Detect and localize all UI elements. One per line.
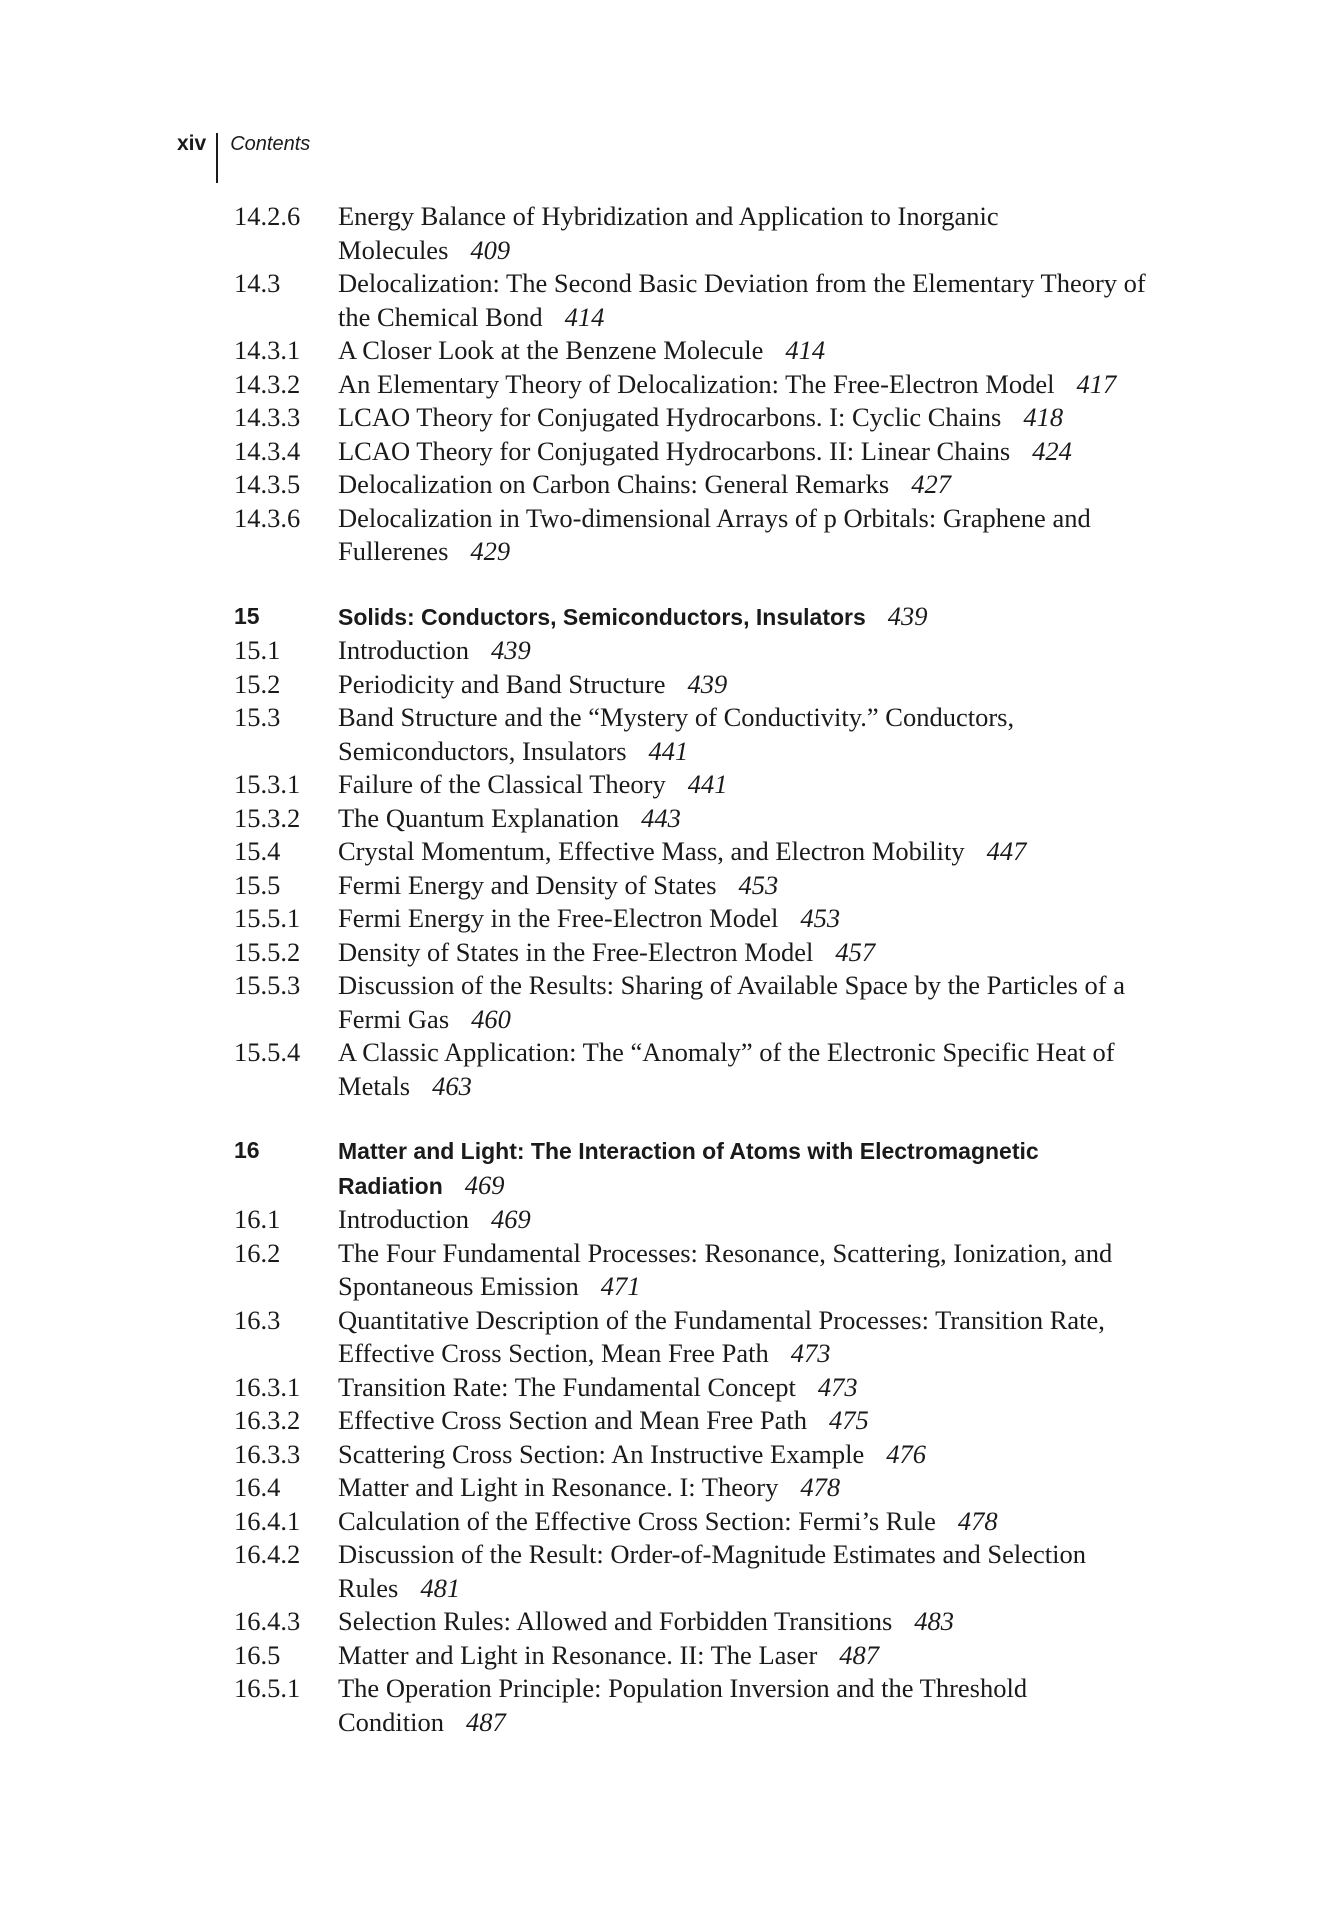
section-title: Fermi Energy and Density of States	[338, 869, 717, 900]
section-number: 16.3	[234, 1304, 281, 1335]
page-ref: 473	[790, 1338, 831, 1368]
chapter-number: 16	[234, 1137, 260, 1163]
section-title: Density of States in the Free-Electron Model	[338, 936, 814, 967]
section-title: Matter and Light in Resonance. I: Theory	[338, 1472, 779, 1502]
section-number: 14.3.3	[234, 402, 301, 432]
toc-entry	[234, 1036, 1174, 1103]
section-title: Introduction	[338, 635, 469, 665]
section-title: Energy Balance of Hybridization and Application to Inorganic Molecules	[338, 201, 999, 265]
section-number: 16.4.1	[234, 1505, 301, 1536]
chapter-title: Solids: Conductors, Semiconductors, Insulators	[338, 603, 866, 630]
toc-entry	[234, 1471, 1174, 1505]
toc-entry	[234, 869, 1174, 903]
page-ref: 487	[839, 1639, 880, 1670]
toc-entry	[234, 401, 1174, 435]
toc-entry	[234, 936, 1174, 970]
page-ref: 478	[957, 1505, 998, 1536]
toc-entry	[234, 1538, 1174, 1605]
toc-chapter	[234, 600, 1174, 635]
toc-entry	[234, 435, 1174, 469]
page-ref: 453	[800, 903, 841, 933]
section-title: Crystal Momentum, Effective Mass, and Electron Mobility	[338, 836, 965, 866]
page-ref: 483	[914, 1606, 955, 1636]
section-title: Calculation of the Effective Cross Section: Fermi’s Rule	[338, 1505, 936, 1536]
section-number: 15.5	[234, 869, 281, 900]
section-title: Discussion of the Result: Order-of-Magnitude Estimates and Selection Rules	[338, 1539, 1086, 1603]
page-ref: 409	[470, 234, 511, 265]
page-ref: 475	[829, 1405, 869, 1435]
section-number: 14.3.4	[234, 435, 301, 466]
section-number: 16.4.2	[234, 1539, 301, 1569]
section-number: 15.5.1	[234, 903, 301, 933]
section-title: Introduction	[338, 1204, 469, 1234]
toc-entry	[234, 1371, 1174, 1405]
section-gap	[234, 569, 1174, 600]
section-number: 16.3.3	[234, 1438, 301, 1469]
section-title: The Four Fundamental Processes: Resonance, Scattering, Ionization, and Spontaneous Emission	[338, 1237, 1113, 1301]
toc-entry	[234, 1304, 1174, 1371]
page-ref: 463	[432, 1070, 472, 1101]
page-ref: 473	[817, 1371, 858, 1402]
section-title: Matter and Light in Resonance. II: The Laser	[338, 1639, 818, 1670]
section-title: A Classic Application: The “Anomaly” of the Electronic Specific Heat of Metals	[338, 1037, 1115, 1101]
section-number: 16.1	[234, 1204, 281, 1234]
toc-entry	[234, 802, 1174, 836]
section-number: 14.3.6	[234, 502, 301, 533]
toc-entry	[234, 668, 1174, 702]
page-ref: 476	[886, 1438, 926, 1469]
page-ref: 441	[648, 735, 689, 766]
page-number: xiv	[177, 133, 218, 183]
section-number: 16.4	[234, 1472, 281, 1502]
section-number: 16.4.3	[234, 1606, 301, 1636]
page-ref: 417	[1076, 368, 1117, 399]
section-number: 14.3.5	[234, 469, 301, 499]
section-title: Transition Rate: The Fundamental Concept	[338, 1371, 796, 1402]
section-number: 15.5.3	[234, 970, 301, 1000]
page-ref: 460	[471, 1003, 511, 1034]
page-ref: 487	[466, 1706, 506, 1737]
section-title: Discussion of the Results: Sharing of Available Space by the Particles of a Fermi Gas	[338, 970, 1125, 1034]
toc-entry	[234, 334, 1174, 368]
page-ref: 427	[911, 469, 951, 499]
page-ref: 469	[491, 1204, 531, 1234]
page-ref: 478	[800, 1472, 841, 1502]
toc-entry	[234, 634, 1174, 668]
section-number: 15.3.2	[234, 802, 301, 833]
section-title: Effective Cross Section and Mean Free Path	[338, 1405, 808, 1435]
section-gap	[234, 1103, 1174, 1134]
chapter-title: Matter and Light: The Interaction of Atoms with Electromagnetic Radiation	[338, 1138, 1039, 1199]
toc-entry	[234, 267, 1174, 334]
section-number: 14.3.2	[234, 368, 301, 399]
running-title: Contents	[230, 133, 311, 155]
page-ref: 439	[491, 635, 531, 665]
section-number: 15.3.1	[234, 769, 301, 799]
toc-entry	[234, 1203, 1174, 1237]
toc-entry	[234, 835, 1174, 869]
section-number: 16.3.2	[234, 1405, 301, 1435]
section-title: Delocalization in Two-dimensional Arrays of p Orbitals: Graphene and Fullerenes	[338, 502, 1091, 566]
page-ref: 424	[1032, 435, 1072, 466]
section-number: 16.5	[234, 1639, 281, 1670]
section-number: 14.2.6	[234, 201, 301, 231]
toc-entry	[234, 502, 1174, 569]
toc-entry	[234, 200, 1174, 267]
page-ref: 447	[986, 836, 1027, 866]
toc-entry	[234, 1672, 1174, 1739]
page-ref: 414	[785, 335, 826, 365]
section-title: Fermi Energy in the Free-Electron Model	[338, 903, 779, 933]
toc-entry	[234, 1605, 1174, 1639]
section-title: A Closer Look at the Benzene Molecule	[338, 335, 764, 365]
section-number: 16.2	[234, 1237, 281, 1268]
toc-entry	[234, 1404, 1174, 1438]
running-head	[177, 133, 310, 183]
page-ref: 469	[464, 1169, 505, 1200]
section-number: 15.2	[234, 668, 281, 699]
toc-entry	[234, 1639, 1174, 1673]
section-number: 15.5.4	[234, 1037, 301, 1067]
page-ref: 418	[1023, 402, 1064, 432]
page-ref: 471	[600, 1271, 641, 1301]
section-title: The Operation Principle: Population Inversion and the Threshold Condition	[338, 1673, 1028, 1737]
section-title: Delocalization: The Second Basic Deviation from the Elementary Theory of the Chemical Bond	[338, 268, 1146, 332]
section-title: Scattering Cross Section: An Instructive Example	[338, 1438, 865, 1469]
section-number: 15.5.2	[234, 936, 301, 967]
toc-entry	[234, 969, 1174, 1036]
section-title: Delocalization on Carbon Chains: General Remarks	[338, 469, 890, 499]
section-title: LCAO Theory for Conjugated Hydrocarbons. I: Cyclic Chains	[338, 402, 1002, 432]
page-ref: 441	[687, 769, 728, 799]
toc-chapter	[234, 1134, 1174, 1203]
section-title: Periodicity and Band Structure	[338, 668, 666, 699]
section-title: Quantitative Description of the Fundamental Processes: Transition Rate, Effective Cross Section, Mean Free Path	[338, 1304, 1105, 1368]
table-of-contents	[234, 200, 1174, 1739]
chapter-number: 15	[234, 602, 260, 629]
section-title: The Quantum Explanation	[338, 802, 620, 833]
toc-entry	[234, 701, 1174, 768]
page-ref: 429	[470, 536, 511, 566]
page-ref: 457	[835, 936, 876, 967]
toc-entry	[234, 768, 1174, 802]
section-number: 16.3.1	[234, 1371, 301, 1402]
page-ref: 453	[738, 869, 779, 900]
page-ref: 443	[641, 802, 681, 833]
section-number: 15.1	[234, 635, 281, 665]
section-title: Band Structure and the “Mystery of Conductivity.” Conductors, Semiconductors, Insulators	[338, 702, 1015, 766]
toc-entry	[234, 468, 1174, 502]
toc-entry	[234, 1237, 1174, 1304]
section-number: 14.3.1	[234, 335, 301, 365]
section-number: 14.3	[234, 268, 281, 298]
section-title: An Elementary Theory of Delocalization: The Free-Electron Model	[338, 368, 1055, 399]
page-ref: 439	[687, 668, 728, 699]
page-ref: 414	[564, 301, 605, 332]
toc-entry	[234, 902, 1174, 936]
section-number: 15.4	[234, 836, 281, 866]
toc-entry	[234, 1438, 1174, 1472]
toc-entry	[234, 368, 1174, 402]
section-number: 15.3	[234, 702, 281, 732]
section-title: Selection Rules: Allowed and Forbidden Transitions	[338, 1606, 893, 1636]
page-ref: 481	[420, 1572, 461, 1603]
section-title: LCAO Theory for Conjugated Hydrocarbons. II: Linear Chains	[338, 435, 1011, 466]
section-title: Failure of the Classical Theory	[338, 769, 666, 799]
page-ref: 439	[887, 600, 928, 631]
section-number: 16.5.1	[234, 1673, 301, 1703]
toc-entry	[234, 1505, 1174, 1539]
